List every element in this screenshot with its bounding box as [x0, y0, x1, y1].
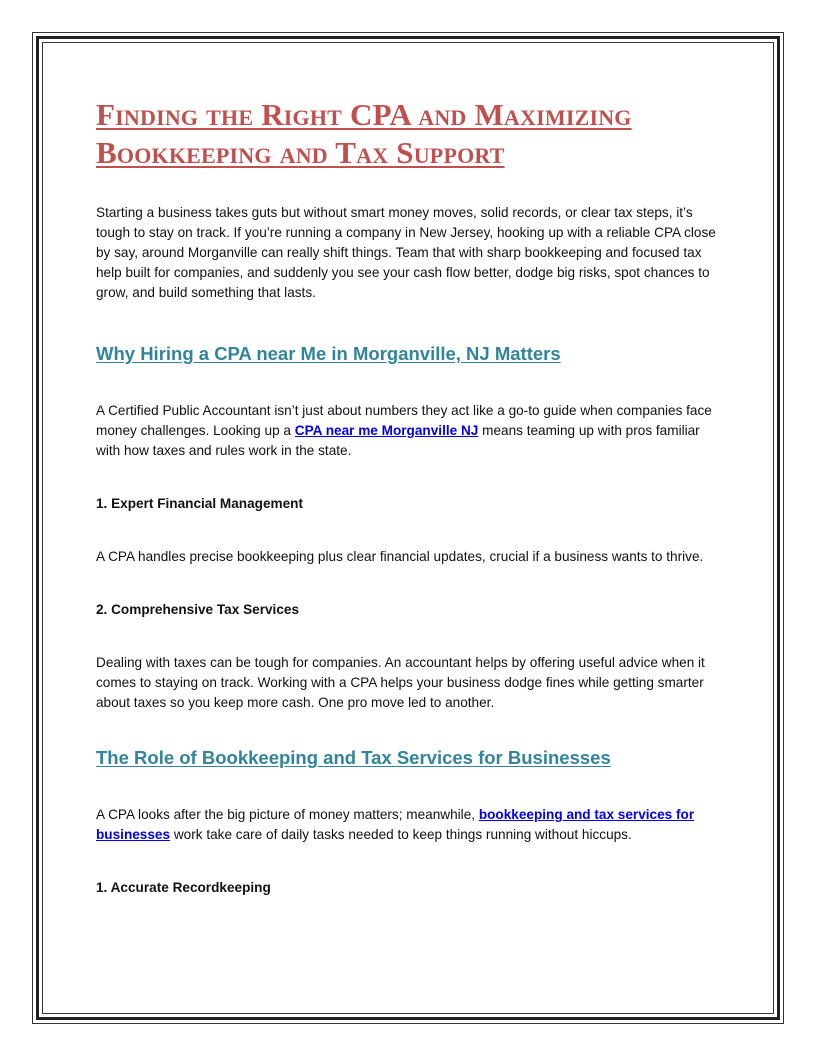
bookkeeping-paragraph-after: work take care of daily tasks needed to keep things running without hiccups.: [170, 827, 632, 842]
cpa-paragraph-before: A Certified Public Accountant isn’t just about numbers they act like a go-to guide when companies face money challenges. Looking up a: [96, 403, 712, 438]
subheading-expert-financial: 1. Expert Financial Management: [96, 496, 303, 511]
subheading-tax-services: 2. Comprehensive Tax Services: [96, 602, 300, 617]
expert-financial-text: A CPA handles precise bookkeeping plus clear financial updates, crucial if a business wants to thrive.: [96, 549, 704, 564]
page-title: [96, 96, 720, 172]
bookkeeping-paragraph: [96, 805, 720, 845]
title-line-2: Bookkeeping and Tax Support: [96, 135, 505, 170]
section-heading-bookkeeping: The Role of Bookkeeping and Tax Services for Businesses: [96, 747, 611, 768]
document-content: [96, 96, 720, 898]
cpa-near-me-link[interactable]: CPA near me Morganville NJ: [294, 423, 479, 438]
cpa-paragraph-after: means teaming up with pros familiar with how taxes and rules work in the state.: [96, 423, 700, 458]
intro-paragraph: Starting a business takes guts but without smart money moves, solid records, or clear tax steps, it’s tough to stay on track. If you’re running a company in New Jersey, hooking up with a reliable CPA close by say, around Morganville can really shift things. Team that with sharp bookkeeping and focused tax help built for companies, and suddenly you see your cash flow better, dodge big risks, spot chances to grow, and build something that lasts.: [96, 205, 716, 300]
subheading-accurate-recordkeeping: 1. Accurate Recordkeeping: [96, 880, 271, 895]
tax-services-text: Dealing with taxes can be tough for companies. An accountant helps by offering useful advice when it comes to staying on track. Working with a CPA helps your business dodge fines while getting smarter about taxes so you keep more cash. One pro move led to another.: [96, 655, 705, 710]
cpa-paragraph: [96, 401, 720, 461]
section-heading-cpa: Why Hiring a CPA near Me in Morganville, NJ Matters: [96, 343, 561, 364]
bookkeeping-paragraph-before: A CPA looks after the big picture of money matters; meanwhile,: [96, 807, 479, 822]
title-line-1: Finding the Right CPA and Maximizing: [96, 97, 632, 132]
bookkeeping-tax-services-link[interactable]: bookkeeping and tax services for businesses: [96, 807, 695, 842]
